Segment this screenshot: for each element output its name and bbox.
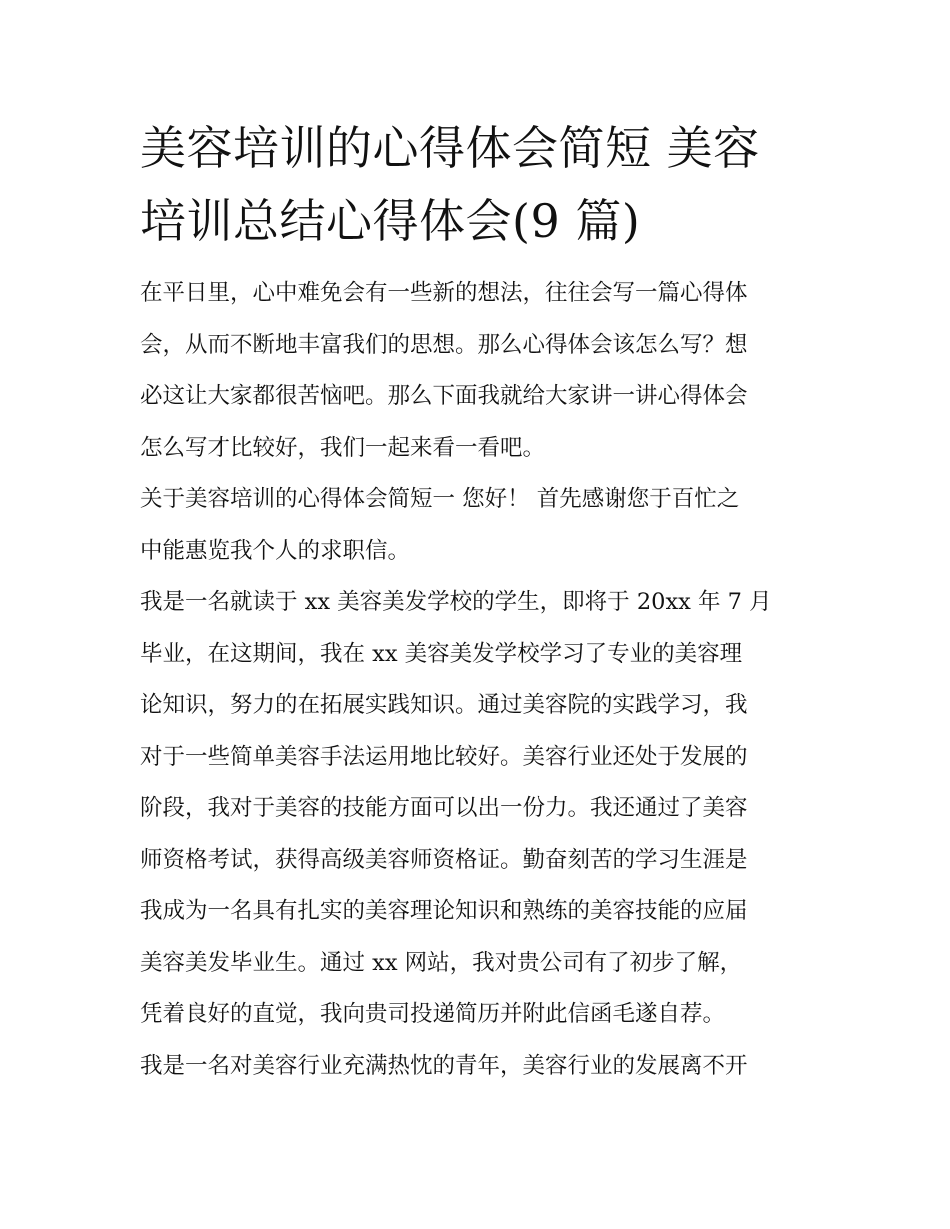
text-line: 必这让大家都很苦恼吧。那么下面我就给大家讲一讲心得体会 xyxy=(140,383,748,409)
paragraph-self-introduction xyxy=(140,577,812,1041)
text-line: 凭着良好的直觉，我向贵司投递简历并附此信函毛遂自荐。 xyxy=(140,1001,726,1027)
text-line: 中能惠览我个人的求职信。 xyxy=(140,537,411,564)
text-line: 对于一些简单美容手法运用地比较好。美容行业还处于发展的 xyxy=(140,743,748,770)
text-line: 美容美发毕业生。通过 xx 网站，我对贵公司有了初步了解， xyxy=(140,949,743,976)
paragraph-closing xyxy=(140,1041,812,1093)
text-line: 我成为一名具有扎实的美容理论知识和熟练的美容技能的应届 xyxy=(140,898,748,924)
text-line: 我是一名就读于 xx 美容美发学校的学生，即将于 20xx 年 7 月 xyxy=(140,589,772,615)
text-line: 师资格考试，获得高级美容师资格证。勤奋刻苦的学习生涯是 xyxy=(140,846,748,873)
paragraph-greeting xyxy=(140,474,812,577)
text-line: 关于美容培训的心得体会简短一 您好！ 首先感谢您于百忙之 xyxy=(140,486,740,512)
text-line: 阶段，我对于美容的技能方面可以出一份力。我还通过了美容 xyxy=(140,795,748,821)
document-title xyxy=(140,112,812,258)
paragraph-intro xyxy=(140,268,812,474)
text-line: 在平日里，心中难免会有一些新的想法，往往会写一篇心得体 xyxy=(140,280,748,306)
text-line: 怎么写才比较好，我们一起来看一看吧。 xyxy=(140,434,546,461)
title-line-2: 培训总结心得体会(9 篇) xyxy=(140,194,641,248)
text-line: 论知识，努力的在拓展实践知识。通过美容院的实践学习，我 xyxy=(140,692,748,718)
text-line: 我是一名对美容行业充满热忱的青年，美容行业的发展离不开 xyxy=(140,1052,748,1079)
title-line-1: 美容培训的心得体会简短 美容 xyxy=(140,121,760,175)
text-line: 毕业，在这期间，我在 xx 美容美发学校学习了专业的美容理 xyxy=(140,640,743,667)
document-body xyxy=(140,112,812,1092)
text-line: 会，从而不断地丰富我们的思想。那么心得体会该怎么写？想 xyxy=(140,331,748,358)
